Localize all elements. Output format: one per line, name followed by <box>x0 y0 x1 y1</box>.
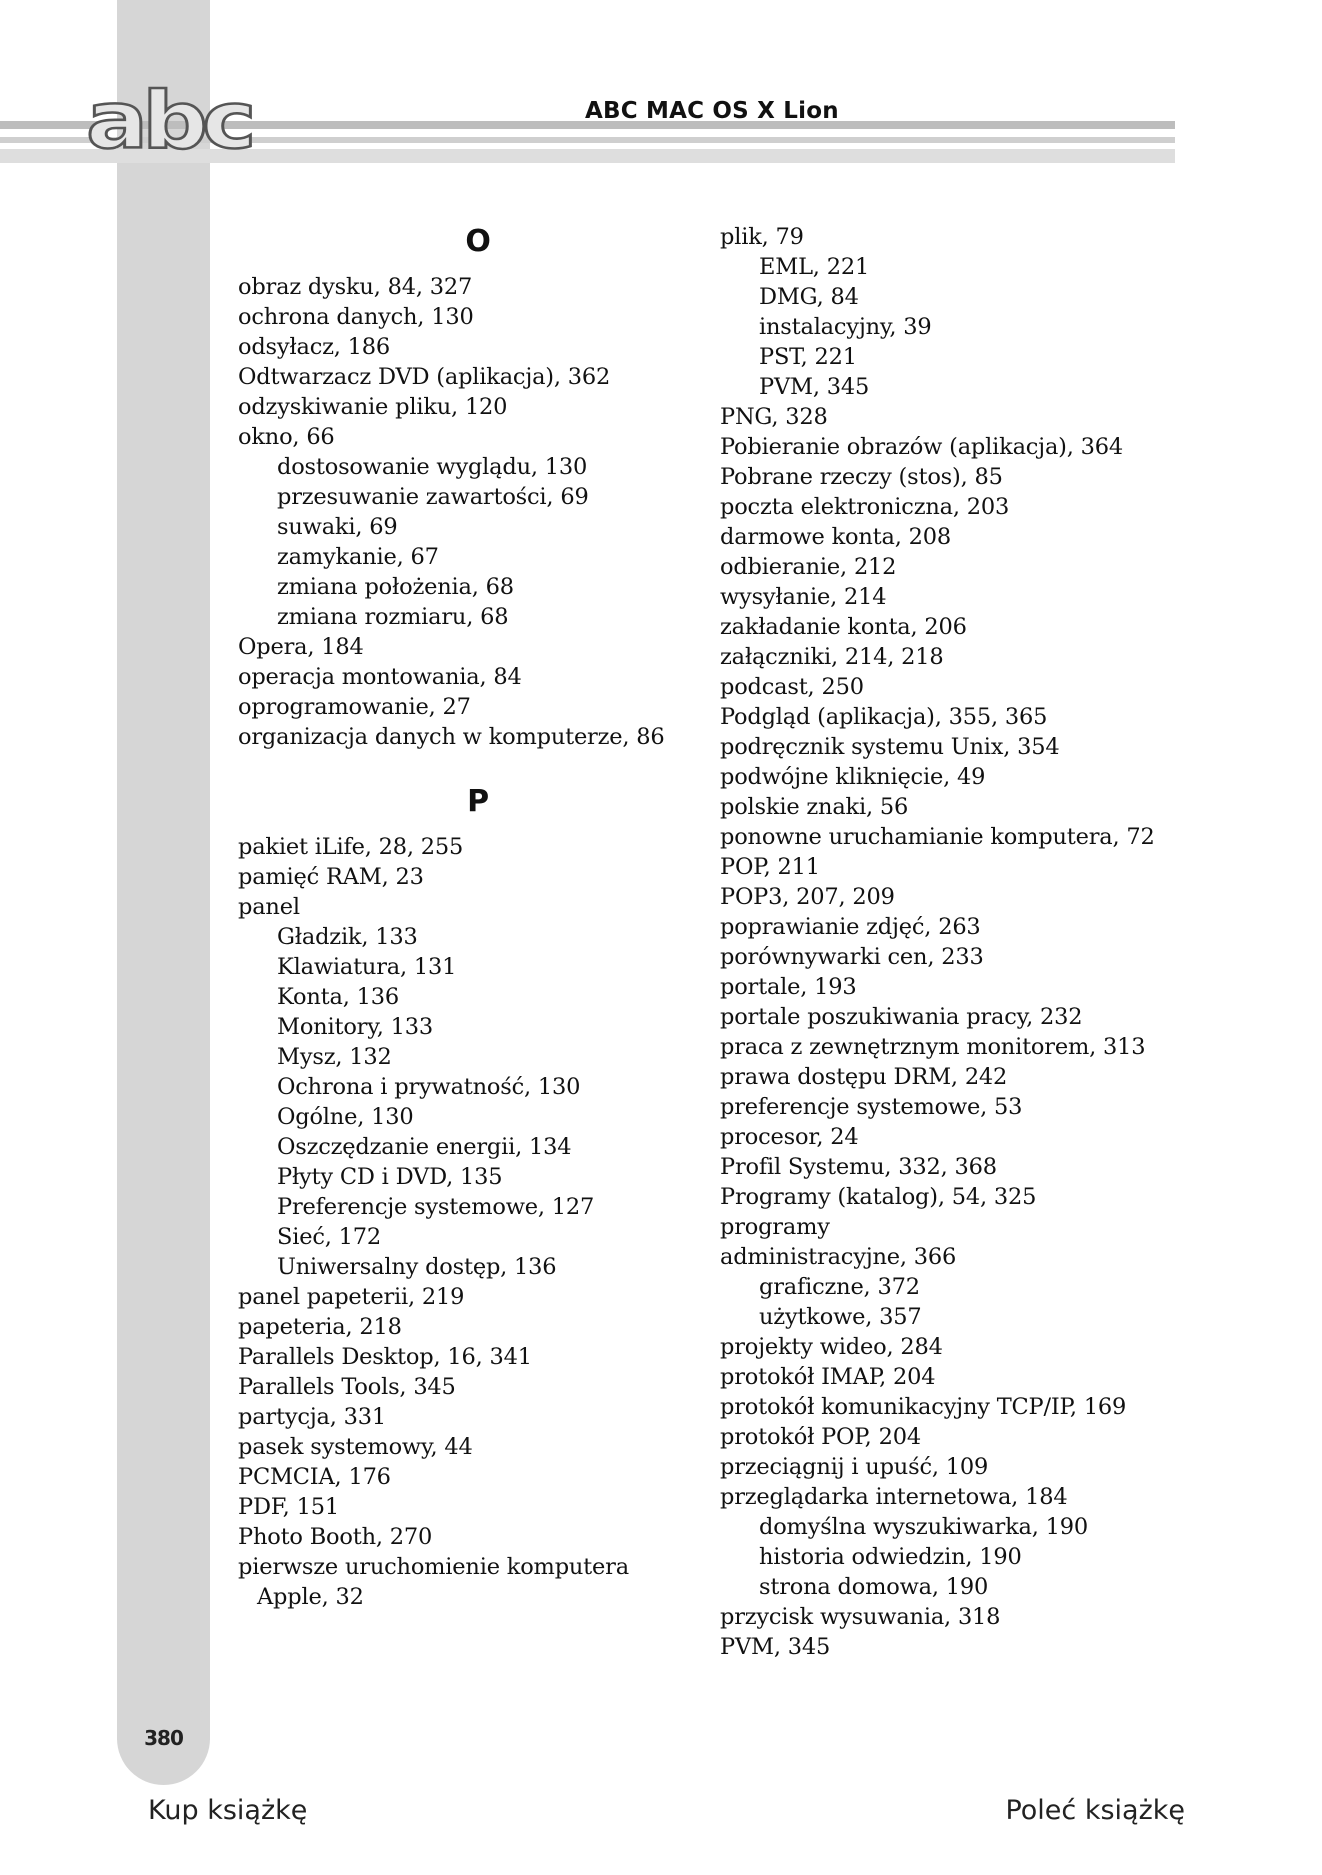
index-entry: panel papeterii, 219 <box>238 1284 465 1310</box>
index-entry: procesor, 24 <box>720 1124 859 1150</box>
index-entry: odbieranie, 212 <box>720 554 897 580</box>
index-entry: przeglądarka internetowa, 184 <box>720 1484 1068 1510</box>
index-subentry: Apple, 32 <box>257 1584 364 1610</box>
index-subentry: graficzne, 372 <box>759 1274 920 1300</box>
index-entry: porównywarki cen, 233 <box>720 944 984 970</box>
index-subentry: zamykanie, 67 <box>277 544 439 570</box>
buy-book-link[interactable]: Kup książkę <box>148 1795 308 1826</box>
index-entry: portale poszukiwania pracy, 232 <box>720 1004 1083 1030</box>
index-entry: poprawianie zdjęć, 263 <box>720 914 981 940</box>
index-entry: ochrona danych, 130 <box>238 304 474 330</box>
index-subentry: zmiana położenia, 68 <box>277 574 514 600</box>
index-entry: Odtwarzacz DVD (aplikacja), 362 <box>238 364 611 390</box>
index-entry: prawa dostępu DRM, 242 <box>720 1064 1008 1090</box>
side-band <box>117 0 210 1740</box>
index-entry: polskie znaki, 56 <box>720 794 909 820</box>
index-entry: podręcznik systemu Unix, 354 <box>720 734 1060 760</box>
index-entry: portale, 193 <box>720 974 857 1000</box>
index-subentry: EML, 221 <box>759 254 870 280</box>
section-letter-p: P <box>467 784 489 819</box>
index-entry: plik, 79 <box>720 224 804 250</box>
index-entry: Profil Systemu, 332, 368 <box>720 1154 997 1180</box>
index-subentry: zmiana rozmiaru, 68 <box>277 604 509 630</box>
index-subentry: dostosowanie wyglądu, 130 <box>277 454 588 480</box>
index-subentry: Płyty CD i DVD, 135 <box>277 1164 503 1190</box>
index-entry: pakiet iLife, 28, 255 <box>238 834 464 860</box>
recommend-book-link[interactable]: Poleć książkę <box>1005 1795 1185 1826</box>
index-subentry: suwaki, 69 <box>277 514 398 540</box>
index-subentry: Ochrona i prywatność, 130 <box>277 1074 581 1100</box>
index-entry: preferencje systemowe, 53 <box>720 1094 1023 1120</box>
index-entry: poczta elektroniczna, 203 <box>720 494 1010 520</box>
section-letter-o: O <box>465 224 491 259</box>
index-entry: papeteria, 218 <box>238 1314 402 1340</box>
index-entry: pamięć RAM, 23 <box>238 864 424 890</box>
index-column-left <box>238 222 698 1612</box>
index-entry: partycja, 331 <box>238 1404 386 1430</box>
index-subentry: PVM, 345 <box>759 374 870 400</box>
index-subentry: DMG, 84 <box>759 284 859 310</box>
index-entry: Podgląd (aplikacja), 355, 365 <box>720 704 1048 730</box>
index-entry: Parallels Tools, 345 <box>238 1374 456 1400</box>
index-entry: protokół IMAP, 204 <box>720 1364 936 1390</box>
index-entry: protokół komunikacyjny TCP/IP, 169 <box>720 1394 1127 1420</box>
index-entry: protokół POP, 204 <box>720 1424 921 1450</box>
index-entry: odsyłacz, 186 <box>238 334 391 360</box>
index-entry: Photo Booth, 270 <box>238 1524 433 1550</box>
index-subentry: Mysz, 132 <box>277 1044 392 1070</box>
index-subentry: Gładzik, 133 <box>277 924 418 950</box>
index-entry: POP3, 207, 209 <box>720 884 895 910</box>
abc-logo: abc <box>86 75 251 167</box>
index-subentry: Uniwersalny dostęp, 136 <box>277 1254 557 1280</box>
index-entry: podwójne kliknięcie, 49 <box>720 764 986 790</box>
index-entry: zakładanie konta, 206 <box>720 614 967 640</box>
index-entry: Pobrane rzeczy (stos), 85 <box>720 464 1003 490</box>
index-entry: PDF, 151 <box>238 1494 339 1520</box>
index-entry: projekty wideo, 284 <box>720 1334 943 1360</box>
index-subentry: Konta, 136 <box>277 984 399 1010</box>
index-entry: Opera, 184 <box>238 634 364 660</box>
index-subentry: historia odwiedzin, 190 <box>759 1544 1022 1570</box>
index-entry: POP, 211 <box>720 854 820 880</box>
index-entry: organizacja danych w komputerze, 86 <box>238 724 665 750</box>
index-entry: PVM, 345 <box>720 1634 831 1660</box>
index-entry: podcast, 250 <box>720 674 864 700</box>
index-entry: odzyskiwanie pliku, 120 <box>238 394 508 420</box>
index-subentry: Oszczędzanie energii, 134 <box>277 1134 572 1160</box>
index-entry: ponowne uruchamianie komputera, 72 <box>720 824 1155 850</box>
index-entry: przycisk wysuwania, 318 <box>720 1604 1001 1630</box>
index-list-right <box>720 222 1280 1662</box>
index-subentry: strona domowa, 190 <box>759 1574 989 1600</box>
index-column-right <box>720 222 1280 1662</box>
page-number: 380 <box>144 1726 183 1750</box>
index-subentry: Ogólne, 130 <box>277 1104 414 1130</box>
index-entry: Parallels Desktop, 16, 341 <box>238 1344 532 1370</box>
index-entry: Pobieranie obrazów (aplikacja), 364 <box>720 434 1123 460</box>
index-entry: pierwsze uruchomienie komputera <box>238 1554 629 1580</box>
index-subentry: domyślna wyszukiwarka, 190 <box>759 1514 1089 1540</box>
section-gap <box>238 752 698 782</box>
index-entry: operacja montowania, 84 <box>238 664 522 690</box>
index-subentry: przesuwanie zawartości, 69 <box>277 484 589 510</box>
index-subentry: Klawiatura, 131 <box>277 954 457 980</box>
index-entry: panel <box>238 894 300 920</box>
index-subentry: Preferencje systemowe, 127 <box>277 1194 595 1220</box>
index-entry: praca z zewnętrznym monitorem, 313 <box>720 1034 1146 1060</box>
index-entry: PCMCIA, 176 <box>238 1464 391 1490</box>
index-subentry: użytkowe, 357 <box>759 1304 922 1330</box>
index-list-p <box>238 832 698 1612</box>
index-subentry: PST, 221 <box>759 344 857 370</box>
index-subentry: Monitory, 133 <box>277 1014 433 1040</box>
index-entry: oprogramowanie, 27 <box>238 694 471 720</box>
index-entry: pasek systemowy, 44 <box>238 1434 473 1460</box>
index-subentry: instalacyjny, 39 <box>759 314 932 340</box>
index-entry: obraz dysku, 84, 327 <box>238 274 473 300</box>
index-entry: wysyłanie, 214 <box>720 584 887 610</box>
index-entry: Programy (katalog), 54, 325 <box>720 1184 1037 1210</box>
index-entry: darmowe konta, 208 <box>720 524 951 550</box>
running-title: ABC MAC OS X Lion <box>585 98 839 124</box>
header-rule-end <box>1175 115 1322 175</box>
index-entry: okno, 66 <box>238 424 335 450</box>
index-entry: załączniki, 214, 218 <box>720 644 944 670</box>
index-entry: administracyjne, 366 <box>720 1244 957 1270</box>
index-entry: programy <box>720 1214 830 1240</box>
index-entry: PNG, 328 <box>720 404 828 430</box>
index-entry: przeciągnij i upuść, 109 <box>720 1454 989 1480</box>
index-subentry: Sieć, 172 <box>277 1224 381 1250</box>
index-list-o <box>238 272 698 752</box>
